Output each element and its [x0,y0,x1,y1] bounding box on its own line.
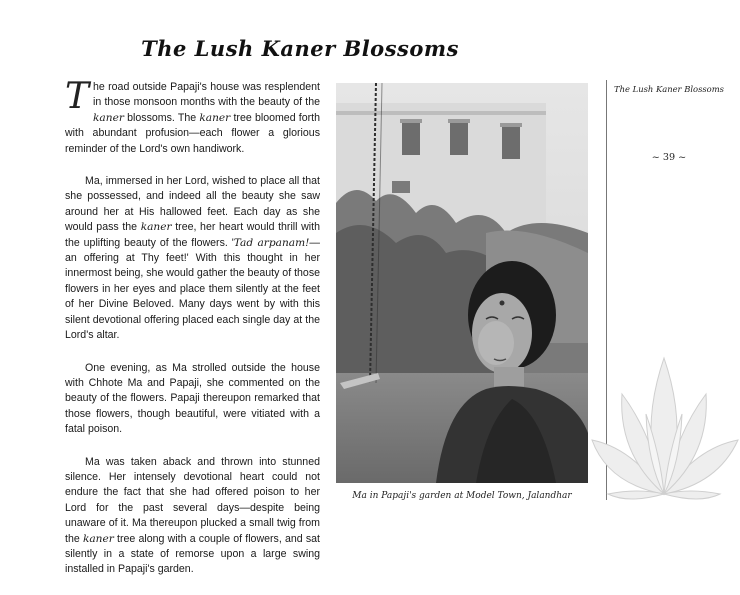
paragraph-4 [65,455,320,578]
page-number: ~ 39 ~ [651,152,687,163]
italic-term: kaner [199,111,231,124]
text-run: Ma, immersed in her Lord, wished to place all that she possessed, and indeed all the beauty she saw around her at His hallowed feet. Each day as she would pass the [65,175,320,234]
italic-term: kaner [93,111,124,124]
photo-ma-in-garden [336,83,588,483]
paragraph-2 [65,174,320,343]
chapter-title: The Lush Kaner Blossoms [141,36,459,61]
text-run: tree bloomed forth with abundant profusion—each flower a glorious reminder of the Lord's own handiwork. [65,111,320,155]
text-run: tree, her heart would thrill with the uplifting beauty of the flowers. ' [65,221,320,249]
drop-cap: T [65,76,90,117]
text-run: —an offering at Thy feet!' With this thought in her innermost being, she would gather the beauty of those flowers in her eyes and place them silently at the feet of her Divine Beloved. Many days went by with this silent devotional offering placed each single day at the Lord's altar. [65,236,321,342]
text-run: tree along with a couple of flowers, and sat silently in a state of remorse upon a large swing installed in Papaji's garden. [65,532,320,576]
photo-caption: Ma in Papaji's garden at Model Town, Jalandhar [352,491,572,501]
text-run: he road outside Papaji's house was resplendent in those monsoon months with the beauty of the [93,81,320,109]
body-text [65,76,321,595]
italic-term: kaner [140,221,172,234]
paragraph-3 [65,361,320,438]
text-run: One evening, as Ma strolled outside the house with Chhote Ma and Papaji, she commented on the beauty of the flowers. Papaji thereupon remarked that those flowers, though beautiful, were vitiated with a fatal poison. [65,361,320,436]
photo-illustration [336,83,588,483]
italic-term: Tad arpanam! [233,236,310,249]
text-run: Ma was taken aback and thrown into stunned silence. Her intensely devotional heart could not endure the fact that she had offered poison to her Lord for the past several days—despite being unaware of it. Ma thereupon plucked a small twig from the [65,455,320,545]
lotus-flower-decoration [588,344,740,514]
paragraph-1 [65,76,320,157]
running-head: The Lush Kaner Blossoms [614,84,724,94]
text-run: blossoms. The [123,111,200,124]
lotus-icon [588,344,740,514]
italic-term: kaner [82,532,114,545]
